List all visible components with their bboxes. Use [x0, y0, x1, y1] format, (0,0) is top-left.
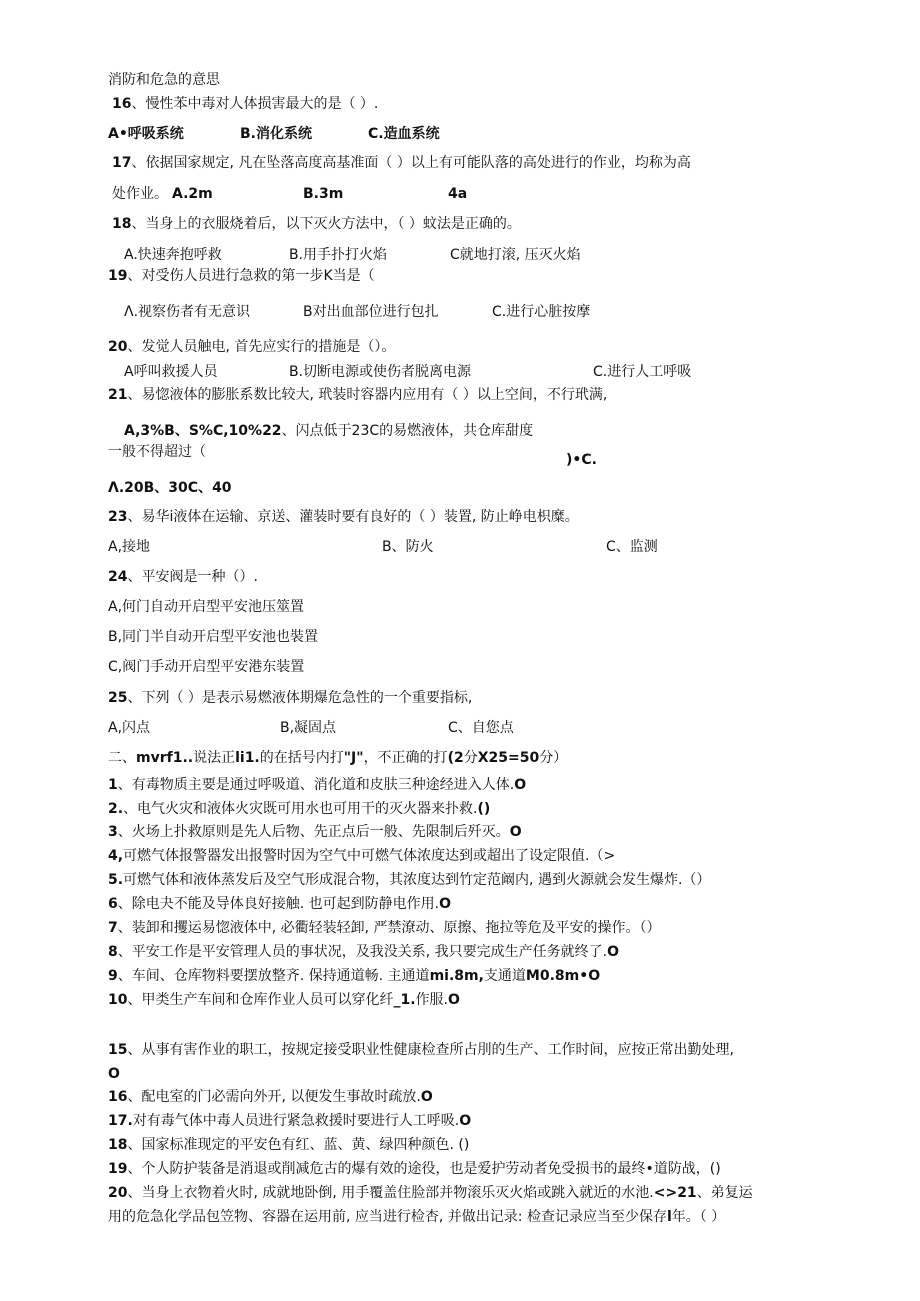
question-22-tail: )•C. — [566, 452, 597, 468]
tf-item: 8、平安工作是平安管理人员的事状况，及我没关系, 我只要完成生产任务就终了.O — [108, 944, 620, 960]
question-number: 17 — [112, 155, 132, 171]
option-c: C,阀门手动开启型平安港东装置 — [108, 659, 305, 675]
tf-item: 1、有毒物质主要是通过呼吸道、消化道和皮肤三种途经进入人体.O — [108, 777, 527, 793]
question-number: 16 — [112, 96, 132, 112]
tf-item: 2.、电气火灾和液体火灾既可用水也可用干的灭火器来扑救.() — [108, 801, 491, 817]
tf-item: 7、装卸和攫运易惚液体中, 必衢轻装轻卸, 严禁潦动、原擦、拖拉等危及平安的操作。（） — [108, 920, 661, 936]
question-number: 23 — [108, 509, 128, 525]
option-c: C、自您点 — [448, 720, 514, 736]
question-text: 、当身上的衣服烧着后，以下灭火方法中，（ ）蚊法是正确的。 — [131, 216, 521, 232]
option-a: A.2m — [172, 186, 213, 202]
option-a: A,闪点 — [108, 720, 151, 736]
option-b: B.切断电源或使伤者脱离电源 — [289, 364, 472, 380]
tf-item: 5.可燃气体和液体蒸发后及空气形成混合物，其浓度达到竹定范阚内, 遇到火源就会发生爆炸.（） — [108, 872, 711, 888]
option-c: C就地打滚, 压灭火焰 — [450, 247, 581, 263]
tf-item-17: 17.对有毒气体中毒人员进行紧急救援时要进行人工呼吸.O — [108, 1113, 472, 1129]
question-number: 20 — [108, 339, 128, 355]
option-b: B,凝固点 — [280, 720, 337, 736]
section-2-heading: 二、mvrf1..说法正li1.的在括号内打"J"，不正确的打(2分X25=50分） — [108, 750, 568, 766]
tf-item: 9、车间、仓库物料要摆放整齐. 保持通道畅. 主通道mi.8m,支通道M0.8m•O — [108, 968, 601, 984]
question-19 — [108, 266, 375, 286]
question-text: 、依据国家规定, 凡在坠落高度高基准面（ ）以上有可能队落的高处进行的作业，均称为高 — [131, 155, 691, 171]
option-c: 4a — [448, 186, 468, 202]
question-number: 18 — [112, 216, 132, 232]
option-a: A•呼吸系统 — [108, 126, 184, 142]
option-c: C.进行心脏按摩 — [492, 304, 591, 320]
question-22-line2: 一般不得超过（ — [108, 444, 206, 460]
question-text: 、对受伤人员进行急救的第一步K当是（ — [127, 268, 375, 284]
question-number: 19 — [108, 268, 128, 284]
tf-item: 6、除电夬不能及导体良好接触. 也可起到防静电作用.O — [108, 896, 452, 912]
question-text: 、慢性苯中毒对人体损害最大的是（ ）. — [131, 96, 379, 112]
tf-item: 10、甲类生产车间和仓库作业人员可以穿化纤_1.作服.O — [108, 992, 460, 1008]
question-18 — [112, 214, 521, 234]
question-number: 24 — [108, 569, 128, 585]
question-number: 21 — [108, 387, 128, 403]
option-b: B,同门半自动开启型平安池也裝置 — [108, 629, 319, 645]
option-a: Λ.视察伤者有无意识 — [124, 304, 251, 320]
question-text: 、平安阀是一种（）. — [127, 569, 258, 585]
intro-line: 消防和危急的意思 — [108, 72, 220, 88]
option-a: A呼叫救援人员 — [124, 364, 218, 380]
question-21 — [108, 385, 607, 405]
option-a: A,何门自动开启型平安池压筮置 — [108, 599, 305, 615]
question-22-options: Λ.20B、30C、40 — [108, 480, 232, 496]
question-text: 、易华i液体在运输、京送、灌装时要有良好的（ ）装置, 防止峥电枳糜。 — [127, 509, 579, 525]
option-b: B.3m — [303, 186, 344, 202]
tf-item-15-mark: O — [108, 1066, 120, 1082]
tf-item-19: 19、个人防护装备是消退或削减危古的爆有效的途役，也是爱护劳动者免受损书的最终•道防战，() — [108, 1161, 721, 1177]
option-b: B对出血部位进行包扎 — [303, 304, 439, 320]
question-20 — [108, 337, 395, 357]
option-c: C.进行人工呼吸 — [593, 364, 692, 380]
option-b: B.用手扑打火焰 — [289, 247, 388, 263]
option-c: C、监测 — [606, 539, 658, 555]
tf-item-21-line2: 用的危急化学品包笠物、容器在运用前, 应当进行检杏, 并做出记录: 检查记录应当至少保存l年。（ ） — [108, 1209, 726, 1225]
question-text: 、发觉人员触电, 首先应实行的措施是（）。 — [127, 339, 396, 355]
tf-item-16: 16、配电室的门必需向外开, 以便发生事故时疏放.O — [108, 1089, 433, 1105]
question-25 — [108, 688, 472, 708]
question-text: 、易惚液体的膨胀系数比较大, 玳装时容器内应用有（ ）以上空间，不行玳满, — [127, 387, 608, 403]
option-c: C.造血系统 — [368, 126, 440, 142]
options-inline: A,3%B、S%C,10%22 — [124, 423, 282, 439]
tf-item-20: 20、当身上衣物着火时, 成就地卧倒, 用手覆盖住脸部并物滚乐灭火焰或跳入就近的水池.<>21、弟复运 — [108, 1185, 753, 1201]
question-17-line2: 处作业。 — [112, 186, 168, 202]
option-a: A.快速奔抱呼救 — [124, 247, 222, 263]
question-text: 、闪点低于23C的易燃液体，共仓库甜度 — [281, 423, 534, 439]
question-number: 25 — [108, 690, 128, 706]
option-a: A,接地 — [108, 539, 151, 555]
question-16 — [112, 94, 378, 114]
option-b: B.消化系统 — [240, 126, 312, 142]
question-text: 、下列（ ）是表示易燃液体期爆危急性的一个重要指标, — [127, 690, 473, 706]
question-17 — [112, 153, 691, 173]
tf-item-18: 18、国家标准现定的平安色有红、蓝、黄、绿四种颜色. () — [108, 1137, 470, 1153]
tf-item: 3、火场上扑救原则是先人后物、先正点后一般、先限制后歼灭。O — [108, 824, 522, 840]
option-b: B、防火 — [382, 539, 434, 555]
question-21-22 — [124, 421, 533, 441]
tf-item-15: 15、从事有害作业的职工，按规定接受职业性健康检查所占刖的生产、工作时间，应按正常出勤处理, — [108, 1042, 734, 1058]
question-23 — [108, 507, 579, 527]
question-24 — [108, 567, 258, 587]
tf-item: 4,可燃气体报警器发出报警时因为空气中可燃气体浓度达到或超出了设定限值.（> — [108, 848, 616, 864]
